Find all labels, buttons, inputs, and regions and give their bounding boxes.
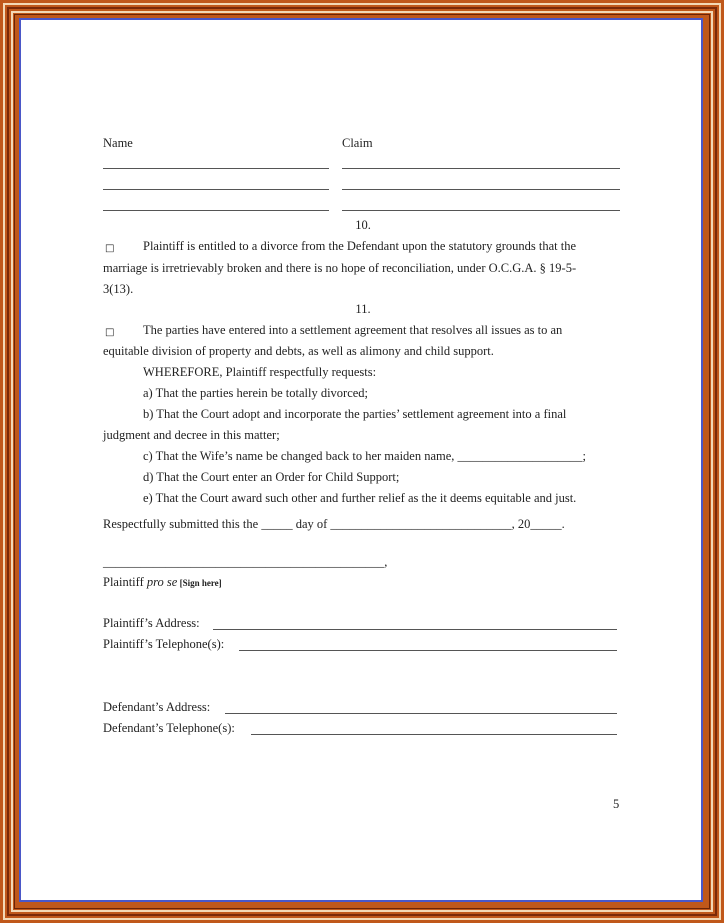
document-page	[19, 18, 703, 902]
request-item: d) That the Court enter an Order for Child Support;	[143, 470, 400, 484]
paragraph-line: 3(13).	[103, 282, 134, 296]
pro-se-label: pro se	[146, 575, 178, 589]
name-blank-line[interactable]	[103, 189, 329, 190]
claim-label: Claim	[342, 136, 373, 150]
name-label: Name	[103, 136, 133, 150]
section-number: 10.	[355, 218, 371, 232]
claim-blank-line[interactable]	[342, 210, 620, 211]
defendant-address-label: Defendant’s Address:	[103, 700, 211, 714]
name-blank-line[interactable]	[103, 168, 329, 169]
signature-line[interactable]: _____________________________________________,	[103, 555, 388, 569]
claim-blank-line[interactable]	[342, 168, 620, 169]
submitted-line: Respectfully submitted this the _____ day of _____________________________, 20_____.	[103, 517, 565, 531]
claim-blank-line[interactable]	[342, 189, 620, 190]
checkbox-icon[interactable]: □	[105, 327, 115, 338]
plaintiff-address-label: Plaintiff’s Address:	[103, 616, 200, 630]
paragraph-line: Plaintiff is entitled to a divorce from the Defendant upon the statutory grounds that the	[143, 239, 577, 253]
wherefore-intro: WHEREFORE, Plaintiff respectfully requests:	[143, 365, 377, 379]
paragraph-line: equitable division of property and debts, as well as alimony and child support.	[103, 344, 494, 358]
plaintiff-phone-field[interactable]	[239, 650, 617, 651]
name-blank-line[interactable]	[103, 210, 329, 211]
page-number: 5	[613, 797, 620, 811]
defendant-address-field[interactable]	[225, 713, 617, 714]
request-item: a) That the parties herein be totally divorced;	[143, 386, 369, 400]
plaintiff-label: Plaintiff	[103, 575, 147, 589]
request-item: judgment and decree in this matter;	[103, 428, 280, 442]
request-item: c) That the Wife’s name be changed back to her maiden name, ____________________;	[143, 449, 587, 463]
checkbox-icon[interactable]: □	[105, 243, 115, 254]
paragraph-line: The parties have entered into a settlement agreement that resolves all issues as to an	[143, 323, 563, 337]
section-number: 11.	[355, 302, 371, 316]
signature-label	[103, 575, 222, 591]
plaintiff-address-field[interactable]	[213, 629, 617, 630]
plaintiff-phone-label: Plaintiff’s Telephone(s):	[103, 637, 225, 651]
request-item: e) That the Court award such other and further relief as the it deems equitable and just.	[143, 491, 577, 505]
sign-here-label: [Sign here]	[177, 578, 222, 588]
defendant-phone-label: Defendant’s Telephone(s):	[103, 721, 235, 735]
request-item: b) That the Court adopt and incorporate the parties’ settlement agreement into a final	[143, 407, 567, 421]
paragraph-line: marriage is irretrievably broken and there is no hope of reconciliation, under O.C.G.A. § 19-5-	[103, 261, 577, 275]
defendant-phone-field[interactable]	[251, 734, 617, 735]
